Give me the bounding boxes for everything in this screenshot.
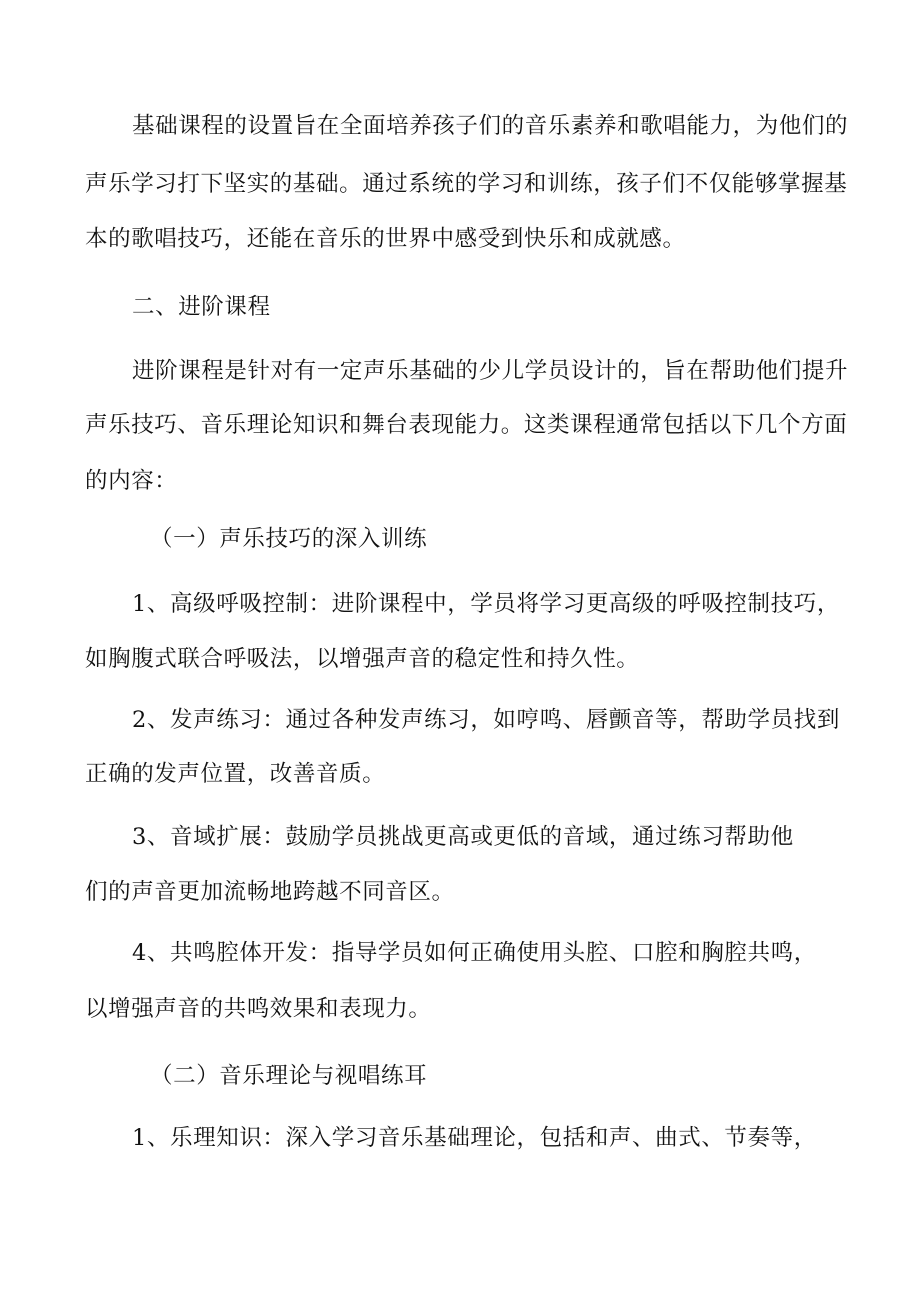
heading-text: 二、进阶课程 xyxy=(132,294,271,320)
text-line: 如胸腹式联合呼吸法，以增强声音的稳定性和持久性。 xyxy=(85,646,640,672)
text-line: 的内容： xyxy=(85,468,178,494)
text-line: 4、共鸣腔体开发：指导学员如何正确使用头腔、口腔和胸腔共鸣， xyxy=(132,940,817,966)
text-line: 本的歌唱技巧，还能在音乐的世界中感受到快乐和成就感。 xyxy=(85,226,686,252)
text-line: 声乐技巧、音乐理论知识和舞台表现能力。这类课程通常包括以下几个方面 xyxy=(85,412,848,438)
text-line: 基础课程的设置旨在全面培养孩子们的音乐素养和歌唱能力，为他们的 xyxy=(132,113,849,139)
text-line: 进阶课程是针对有一定声乐基础的少儿学员设计的，旨在帮助他们提升 xyxy=(132,358,849,384)
text-line: 正确的发声位置，改善音质。 xyxy=(85,761,386,787)
text-line: 1、乐理知识：深入学习音乐基础理论，包括和声、曲式、节奏等， xyxy=(132,1125,817,1151)
text-line: 声乐学习打下坚实的基础。通过系统的学习和训练，孩子们不仅能够掌握基 xyxy=(85,171,848,197)
text-line: 3、音域扩展：鼓励学员挑战更高或更低的音域，通过练习帮助他 xyxy=(132,824,794,850)
subheading-text: （二）音乐理论与视唱练耳 xyxy=(150,1063,428,1089)
text-line: 们的声音更加流畅地跨越不同音区。 xyxy=(85,879,455,905)
text-line: 1、高级呼吸控制：进阶课程中，学员将学习更高级的呼吸控制技巧， xyxy=(132,591,840,617)
text-line: 以增强声音的共鸣效果和表现力。 xyxy=(85,996,432,1022)
text-line: 2、发声练习：通过各种发声练习，如哼鸣、唇颤音等，帮助学员找到 xyxy=(132,707,840,733)
subheading-text: （一）声乐技巧的深入训练 xyxy=(150,526,428,552)
